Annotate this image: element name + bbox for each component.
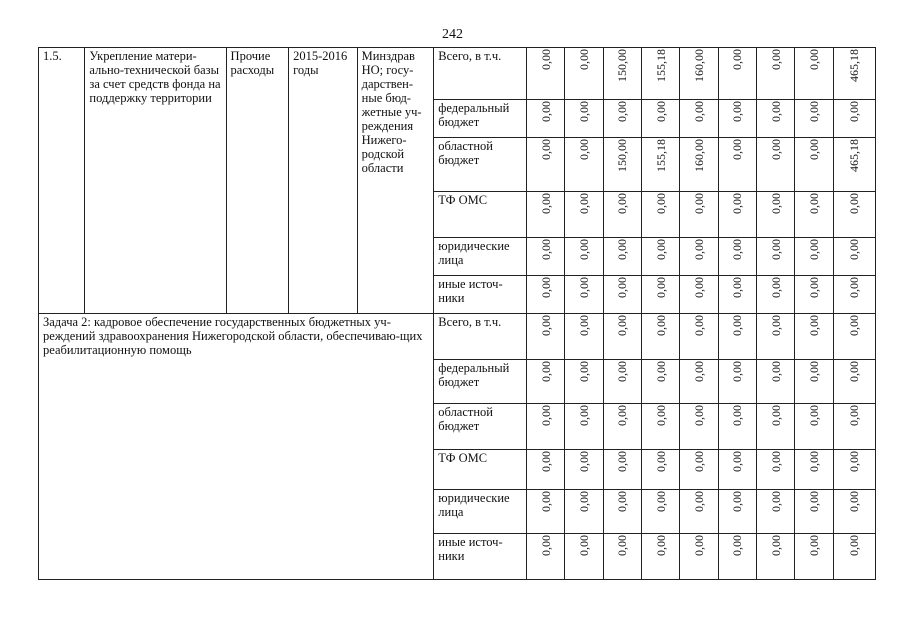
amount-value: 0,00 <box>615 535 630 556</box>
amount-value: 0,00 <box>691 361 706 382</box>
amount-value: 0,00 <box>768 361 783 382</box>
task-title: Задача 2: кадровое обеспечение государственных бюджетных уч-реждений здравоохранения Нижегородской области, обеспечиваю-щих реабилитационную помощь <box>39 314 434 580</box>
amount-value: 0,00 <box>577 405 591 426</box>
amount-value: 0,00 <box>730 49 745 70</box>
funding-source-label: ТФ ОМС <box>434 192 527 238</box>
amount-cell <box>833 48 875 100</box>
amount-cell <box>565 450 603 490</box>
amount-cell <box>680 314 718 360</box>
amount-cell <box>718 534 756 580</box>
amount-value: 0,00 <box>768 535 783 556</box>
amount-cell <box>833 314 875 360</box>
amount-cell <box>603 238 641 276</box>
amount-value: 0,00 <box>730 491 745 512</box>
amount-value: 0,00 <box>691 491 706 512</box>
funding-source-label: юридические лица <box>434 490 527 534</box>
amount-value: 0,00 <box>615 193 630 214</box>
amount-cell <box>603 490 641 534</box>
amount-cell <box>680 138 718 192</box>
amount-cell <box>718 404 756 450</box>
amount-value: 0,00 <box>730 451 745 472</box>
amount-cell <box>795 360 833 404</box>
amount-cell <box>756 48 794 100</box>
amount-value: 0,00 <box>538 193 553 214</box>
amount-value: 0,00 <box>730 315 745 336</box>
amount-cell <box>833 100 875 138</box>
amount-value: 0,00 <box>847 277 862 298</box>
amount-value: 160,00 <box>691 49 706 82</box>
amount-value: 0,00 <box>768 193 783 214</box>
amount-cell <box>641 534 679 580</box>
amount-cell <box>833 450 875 490</box>
amount-cell <box>833 138 875 192</box>
amount-value: 0,00 <box>538 277 553 298</box>
amount-value: 0,00 <box>577 491 591 512</box>
amount-value: 0,00 <box>653 315 668 336</box>
amount-value: 0,00 <box>730 361 745 382</box>
amount-value: 0,00 <box>538 49 553 70</box>
funding-source-label: иные источ-ники <box>434 276 527 314</box>
amount-cell <box>527 276 565 314</box>
amount-cell <box>756 100 794 138</box>
amount-value: 0,00 <box>538 491 553 512</box>
amount-value: 0,00 <box>847 491 862 512</box>
amount-cell <box>833 490 875 534</box>
amount-value: 0,00 <box>615 315 630 336</box>
amount-value: 0,00 <box>653 535 668 556</box>
amount-cell <box>833 192 875 238</box>
amount-value: 0,00 <box>653 451 668 472</box>
funding-source-label: Всего, в т.ч. <box>434 48 527 100</box>
amount-cell <box>641 138 679 192</box>
amount-cell <box>565 238 603 276</box>
funding-source-label: юридические лица <box>434 238 527 276</box>
amount-cell <box>795 490 833 534</box>
amount-cell <box>603 314 641 360</box>
amount-cell <box>718 48 756 100</box>
amount-cell <box>718 100 756 138</box>
budget-table-body <box>39 48 876 580</box>
amount-cell <box>680 48 718 100</box>
amount-cell <box>603 450 641 490</box>
amount-value: 0,00 <box>615 491 630 512</box>
amount-value: 0,00 <box>653 405 668 426</box>
amount-cell <box>833 276 875 314</box>
amount-cell <box>565 138 603 192</box>
amount-value: 0,00 <box>577 315 591 336</box>
amount-value: 0,00 <box>691 277 706 298</box>
amount-value: 0,00 <box>691 239 706 260</box>
amount-cell <box>680 490 718 534</box>
amount-value: 0,00 <box>691 405 706 426</box>
amount-value: 0,00 <box>538 139 553 160</box>
amount-cell <box>756 534 794 580</box>
amount-cell <box>641 490 679 534</box>
budget-table <box>38 47 876 580</box>
amount-value: 0,00 <box>768 239 783 260</box>
amount-value: 0,00 <box>615 101 630 122</box>
amount-value: 0,00 <box>806 361 821 382</box>
amount-cell <box>641 192 679 238</box>
amount-value: 0,00 <box>730 277 745 298</box>
amount-value: 0,00 <box>538 239 553 260</box>
amount-value: 160,00 <box>691 139 706 172</box>
amount-cell <box>565 490 603 534</box>
amount-value: 150,00 <box>615 139 630 172</box>
amount-cell <box>756 490 794 534</box>
amount-cell <box>641 360 679 404</box>
amount-cell <box>795 450 833 490</box>
amount-value: 0,00 <box>653 239 668 260</box>
amount-value: 155,18 <box>653 49 668 82</box>
amount-value: 0,00 <box>538 361 553 382</box>
amount-value: 0,00 <box>615 451 630 472</box>
amount-value: 0,00 <box>538 405 553 426</box>
measure-name: Укрепление матери-ально-технической базы за счет средств фонда на поддержку территории <box>85 48 226 314</box>
amount-cell <box>565 192 603 238</box>
amount-value: 0,00 <box>730 193 745 214</box>
amount-value: 0,00 <box>806 139 821 160</box>
amount-value: 0,00 <box>847 535 862 556</box>
amount-value: 0,00 <box>806 315 821 336</box>
amount-cell <box>718 360 756 404</box>
amount-cell <box>527 534 565 580</box>
amount-cell <box>718 138 756 192</box>
table-row <box>39 314 876 360</box>
amount-value: 0,00 <box>538 451 553 472</box>
amount-cell <box>527 490 565 534</box>
amount-cell <box>641 276 679 314</box>
amount-value: 0,00 <box>768 491 783 512</box>
amount-cell <box>795 138 833 192</box>
period: 2015-2016 годы <box>289 48 358 314</box>
amount-cell <box>756 276 794 314</box>
amount-value: 0,00 <box>768 101 783 122</box>
amount-cell <box>795 276 833 314</box>
amount-value: 0,00 <box>691 451 706 472</box>
amount-value: 0,00 <box>577 451 591 472</box>
amount-cell <box>565 276 603 314</box>
amount-cell <box>641 314 679 360</box>
amount-cell <box>718 276 756 314</box>
amount-value: 0,00 <box>768 139 783 160</box>
funding-source-label: федеральный бюджет <box>434 100 527 138</box>
table-row <box>39 48 876 100</box>
amount-value: 0,00 <box>768 405 783 426</box>
amount-value: 0,00 <box>577 193 591 214</box>
amount-value: 0,00 <box>577 535 591 556</box>
amount-value: 0,00 <box>577 239 591 260</box>
amount-value: 0,00 <box>768 49 783 70</box>
amount-cell <box>680 192 718 238</box>
amount-cell <box>756 192 794 238</box>
amount-cell <box>718 314 756 360</box>
amount-cell <box>603 192 641 238</box>
amount-cell <box>795 534 833 580</box>
amount-value: 0,00 <box>847 193 862 214</box>
amount-value: 0,00 <box>847 101 862 122</box>
amount-value: 0,00 <box>653 193 668 214</box>
funding-source-label: федеральный бюджет <box>434 360 527 404</box>
amount-value: 0,00 <box>615 361 630 382</box>
page-number: 242 <box>442 27 463 42</box>
amount-value: 465,18 <box>847 139 862 172</box>
amount-value: 0,00 <box>806 405 821 426</box>
amount-value: 0,00 <box>691 535 706 556</box>
amount-cell <box>795 192 833 238</box>
amount-value: 0,00 <box>768 315 783 336</box>
amount-cell <box>680 100 718 138</box>
amount-value: 0,00 <box>847 315 862 336</box>
amount-cell <box>603 100 641 138</box>
amount-cell <box>565 360 603 404</box>
amount-cell <box>565 404 603 450</box>
amount-cell <box>565 48 603 100</box>
amount-cell <box>565 314 603 360</box>
amount-cell <box>680 360 718 404</box>
amount-cell <box>641 404 679 450</box>
amount-cell <box>795 48 833 100</box>
amount-value: 465,18 <box>847 49 862 82</box>
amount-cell <box>527 192 565 238</box>
amount-value: 0,00 <box>653 361 668 382</box>
funding-source-label: Всего, в т.ч. <box>434 314 527 360</box>
amount-cell <box>833 404 875 450</box>
amount-value: 0,00 <box>653 277 668 298</box>
amount-value: 0,00 <box>691 101 706 122</box>
amount-cell <box>527 404 565 450</box>
amount-cell <box>795 404 833 450</box>
amount-cell <box>680 276 718 314</box>
amount-value: 150,00 <box>615 49 630 82</box>
amount-cell <box>795 314 833 360</box>
amount-cell <box>756 238 794 276</box>
amount-value: 0,00 <box>730 101 745 122</box>
amount-value: 0,00 <box>538 535 553 556</box>
amount-value: 155,18 <box>653 139 668 172</box>
amount-cell <box>603 404 641 450</box>
amount-value: 0,00 <box>730 139 745 160</box>
amount-cell <box>795 238 833 276</box>
amount-value: 0,00 <box>806 491 821 512</box>
amount-value: 0,00 <box>577 277 591 298</box>
amount-value: 0,00 <box>615 405 630 426</box>
amount-value: 0,00 <box>806 451 821 472</box>
amount-cell <box>756 404 794 450</box>
amount-value: 0,00 <box>847 405 862 426</box>
amount-cell <box>680 534 718 580</box>
amount-value: 0,00 <box>806 239 821 260</box>
amount-cell <box>565 534 603 580</box>
amount-value: 0,00 <box>653 101 668 122</box>
amount-value: 0,00 <box>691 315 706 336</box>
amount-cell <box>833 534 875 580</box>
amount-cell <box>718 490 756 534</box>
amount-cell <box>833 360 875 404</box>
amount-cell <box>756 450 794 490</box>
amount-value: 0,00 <box>847 239 862 260</box>
amount-cell <box>756 138 794 192</box>
amount-cell <box>641 238 679 276</box>
amount-cell <box>565 100 603 138</box>
amount-value: 0,00 <box>806 49 821 70</box>
amount-cell <box>641 100 679 138</box>
amount-value: 0,00 <box>577 139 591 160</box>
amount-cell <box>527 314 565 360</box>
amount-cell <box>641 450 679 490</box>
amount-cell <box>527 48 565 100</box>
expense-type: Прочие расходы <box>226 48 289 314</box>
amount-cell <box>527 238 565 276</box>
amount-value: 0,00 <box>577 361 591 382</box>
amount-value: 0,00 <box>730 535 745 556</box>
amount-value: 0,00 <box>806 535 821 556</box>
amount-cell <box>680 404 718 450</box>
amount-cell <box>756 314 794 360</box>
amount-cell <box>680 450 718 490</box>
funding-source-label: областной бюджет <box>434 138 527 192</box>
amount-cell <box>718 238 756 276</box>
amount-value: 0,00 <box>768 451 783 472</box>
amount-value: 0,00 <box>653 491 668 512</box>
amount-value: 0,00 <box>615 239 630 260</box>
amount-value: 0,00 <box>691 193 706 214</box>
amount-value: 0,00 <box>730 405 745 426</box>
amount-cell <box>527 360 565 404</box>
amount-cell <box>718 450 756 490</box>
amount-cell <box>603 360 641 404</box>
amount-value: 0,00 <box>577 49 591 70</box>
funding-source-label: областной бюджет <box>434 404 527 450</box>
amount-value: 0,00 <box>538 315 553 336</box>
amount-cell <box>680 238 718 276</box>
amount-value: 0,00 <box>847 361 862 382</box>
amount-cell <box>527 138 565 192</box>
amount-cell <box>756 360 794 404</box>
amount-cell <box>718 192 756 238</box>
amount-value: 0,00 <box>577 101 591 122</box>
amount-cell <box>603 276 641 314</box>
amount-cell <box>795 100 833 138</box>
amount-cell <box>603 138 641 192</box>
amount-cell <box>833 238 875 276</box>
amount-cell <box>527 100 565 138</box>
executor: Минздрав НО; госу-дарствен-ные бюд-жетные уч-реждения Нижего-родской области <box>357 48 434 314</box>
amount-value: 0,00 <box>730 239 745 260</box>
funding-source-label: ТФ ОМС <box>434 450 527 490</box>
amount-value: 0,00 <box>806 277 821 298</box>
amount-value: 0,00 <box>806 193 821 214</box>
row-number: 1.5. <box>39 48 85 314</box>
amount-cell <box>603 48 641 100</box>
amount-value: 0,00 <box>538 101 553 122</box>
amount-value: 0,00 <box>847 451 862 472</box>
amount-value: 0,00 <box>615 277 630 298</box>
amount-value: 0,00 <box>768 277 783 298</box>
amount-cell <box>527 450 565 490</box>
amount-value: 0,00 <box>806 101 821 122</box>
amount-cell <box>603 534 641 580</box>
funding-source-label: иные источ-ники <box>434 534 527 580</box>
amount-cell <box>641 48 679 100</box>
